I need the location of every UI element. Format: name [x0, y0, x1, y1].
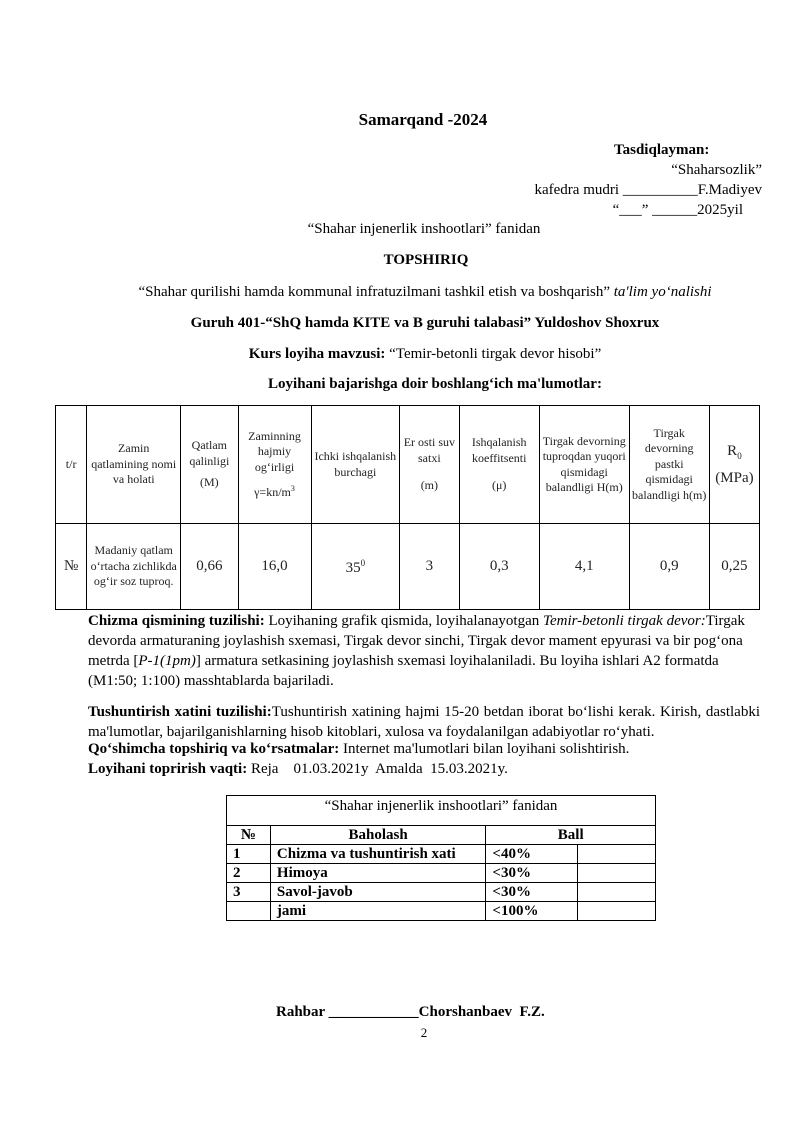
- grading-col-name: Baholash: [270, 826, 485, 845]
- subject-line: “Shahar injenerlik inshootlari” fanidan: [307, 221, 541, 237]
- lower-height-value: 0,9: [629, 524, 709, 610]
- header-soil: Zamin qatlamining nomi va holati: [87, 406, 181, 524]
- grading-total-row: jami <100%: [227, 902, 656, 921]
- direction-suffix: ta'lim yo‘nalishi: [613, 284, 712, 300]
- upper-height-value: 4,1: [539, 524, 629, 610]
- header-weight: Zaminning hajmiy og‘irligi $\gamma=kn/m^3$: [238, 406, 311, 524]
- note-label: Tushuntirish xatini tuzilishi:: [88, 704, 272, 720]
- page-number: 2: [420, 1025, 428, 1040]
- direction-text: “Shahar qurilishi hamda kommunal infratuzilmani tashkil etish va boshqarish”: [138, 284, 610, 300]
- params-table: [55, 405, 760, 610]
- grading-header-row: [227, 826, 656, 845]
- thickness-value: 0,66: [181, 524, 238, 610]
- params-data-row: [56, 524, 760, 610]
- grading-row: 3 Savol-javob <30%: [227, 883, 656, 902]
- weight-value: 16,0: [238, 524, 311, 610]
- deadline-paragraph: Loyihani toprirish vaqti: Reja 01.03.2021y Amalda 15.03.2021y.: [88, 761, 508, 777]
- extra-paragraph: Qo‘shimcha topshiriq va ko‘rsatmalar: Internet ma'lumotlari bilan loyihani solishtirish.: [88, 741, 630, 757]
- supervisor-signature: Rahbar ____________Chorshanbaev F.Z.: [276, 1004, 545, 1020]
- grading-col-score: Ball: [486, 826, 656, 845]
- approve-date: “___” ______2025yil: [612, 202, 743, 218]
- angle-value: $35^0$: [311, 524, 400, 610]
- header-friction-angle: Ichki ishqalanish burchagi: [311, 406, 400, 524]
- grading-row: 1 Chizma va tushuntirish xati <40%: [227, 845, 656, 864]
- city-year: Samarqand -2024: [358, 110, 488, 129]
- grading-row: 2 Himoya <30%: [227, 864, 656, 883]
- topic-label: Kurs loyiha mavzusi:: [248, 346, 386, 362]
- drawing-paragraph: Chizma qismining tuzilishi: Loyihaning grafik qismida, loyihalanayotgan Temir-betonli tirgak devor:Tirgak devorda armaturaning joylashish sxemasi, Tirgak devor sinchi, Tirgak devor mament epyurasi va bir pog‘ona metrda [P-1(1pm)] armatura setkasining joylashish sxemasi loyihalaniladi. Bu loyiha ishlari A2 formatda (M1:50; 1:100) masshtablarda bajariladi.: [88, 613, 745, 689]
- extra-label: Qo‘shimcha topshiriq va ko‘rsatmalar:: [88, 741, 340, 757]
- grading-caption: “Shahar injenerlik inshootlari” fanidan: [227, 796, 656, 826]
- group-line: Guruh 401-“ShQ hamda KITE va B guruhi talabasi” Yuldoshov Shoxrux: [190, 315, 660, 331]
- doc-title: TOPSHIRIQ: [383, 252, 469, 268]
- water-value: 3: [400, 524, 459, 610]
- note-paragraph: Tushuntirish xatini tuzilishi:Tushuntirish xatining hajmi 15-20 betdan iborat bo‘lishi kerak. Kirish, dastlabki ma'lumotlar, bajarilganishlarning hisob kitoblari, xulosa va foydalanilgan adabiyotlar ro‘yhati.: [88, 704, 760, 740]
- header-r0: $R_0$ (MPa): [709, 406, 759, 524]
- header-thickness: Qatlam qalinligi (M): [181, 406, 238, 524]
- approve-org: “Shaharsozlik”: [671, 162, 762, 178]
- approve-title: Tasdiqlayman:: [614, 142, 710, 158]
- params-header-row: [56, 406, 760, 524]
- r0-value: 0,25: [709, 524, 759, 610]
- grading-col-num: №: [227, 826, 271, 845]
- initial-data-title: Loyihani bajarishga doir boshlang‘ich ma'lumotlar:: [268, 376, 602, 392]
- topic-value: “Temir-betonli tirgak devor hisobi”: [389, 346, 602, 362]
- soil-description: Madaniy qatlam o‘rtacha zichlikda og‘ir soz tuproq.: [87, 524, 181, 610]
- header-upper-height: Tirgak devorning tuproqdan yuqori qismidagi balandligi H(m): [539, 406, 629, 524]
- header-friction-coef: Ishqalanish koeffitsenti (μ): [459, 406, 539, 524]
- approve-head: kafedra mudri __________F.Madiyev: [534, 182, 762, 198]
- topic-line: [0, 346, 800, 363]
- grading-caption-row: [227, 796, 656, 826]
- header-index: t/r: [56, 406, 87, 524]
- direction-line: [0, 284, 800, 301]
- grading-table: [226, 795, 656, 921]
- drawing-label: Chizma qismining tuzilishi:: [88, 613, 265, 629]
- header-groundwater: Er osti suv satxi (m): [400, 406, 459, 524]
- deadline-label: Loyihani toprirish vaqti:: [88, 761, 248, 777]
- header-lower-height: Tirgak devorning pastki qismidagi balandligi h(m): [629, 406, 709, 524]
- friction-value: 0,3: [459, 524, 539, 610]
- row-number: №: [56, 524, 87, 610]
